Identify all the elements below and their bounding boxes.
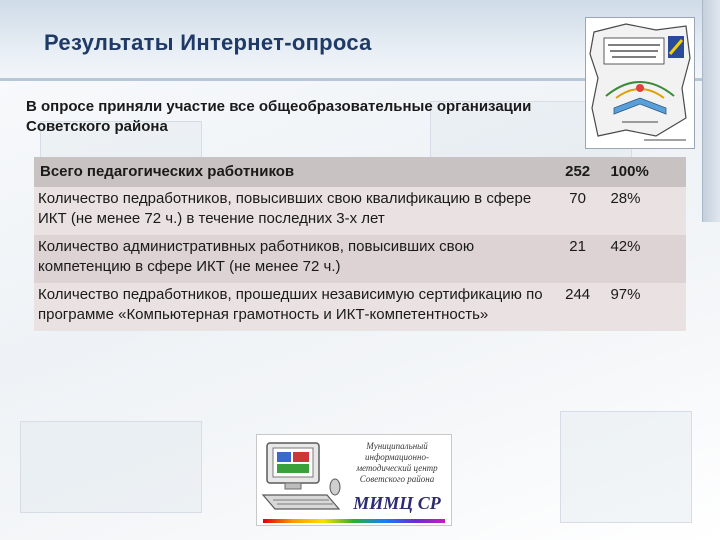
row-count: 244 — [549, 283, 607, 331]
table-row — [34, 235, 686, 283]
table-row — [34, 283, 686, 331]
survey-results-table — [34, 157, 686, 331]
row-label: Количество административных работников, повысивших свою компетенцию в сфере ИКТ (не менее 72 ч.) — [34, 235, 549, 283]
background-shape — [20, 421, 202, 513]
logo-abbreviation: МИМЦ СР — [353, 493, 441, 513]
row-count: 70 — [549, 187, 607, 235]
row-label: Количество педработников, повысивших свою квалификацию в сфере ИКТ (не менее 72 ч.) в течение последних 3-х лет — [34, 187, 549, 235]
rainbow-stripe — [263, 519, 445, 523]
side-accent-bar — [702, 0, 720, 222]
row-label: Количество педработников, прошедших независимую сертификацию по программе «Компьютерная грамотность и ИКТ-компетентность» — [34, 283, 549, 331]
page-title: Результаты Интернет-опроса — [44, 30, 372, 55]
header-label: Всего педагогических работников — [34, 157, 549, 187]
row-percent: 42% — [606, 235, 686, 283]
logo-caption: Муниципальный информационно-методический центр Советского района — [356, 441, 438, 484]
row-percent: 28% — [606, 187, 686, 235]
intro-text: В опросе приняли участие все общеобразовательные организации Советского района — [26, 98, 532, 135]
row-count: 21 — [549, 235, 607, 283]
background-shape — [560, 411, 692, 523]
header-count: 252 — [549, 157, 607, 187]
table-row — [34, 187, 686, 235]
table-header-row — [34, 157, 686, 187]
emblem-logo-icon — [585, 17, 695, 149]
row-percent: 97% — [606, 283, 686, 331]
computer-logo-icon — [256, 434, 452, 526]
header-percent: 100% — [606, 157, 686, 187]
